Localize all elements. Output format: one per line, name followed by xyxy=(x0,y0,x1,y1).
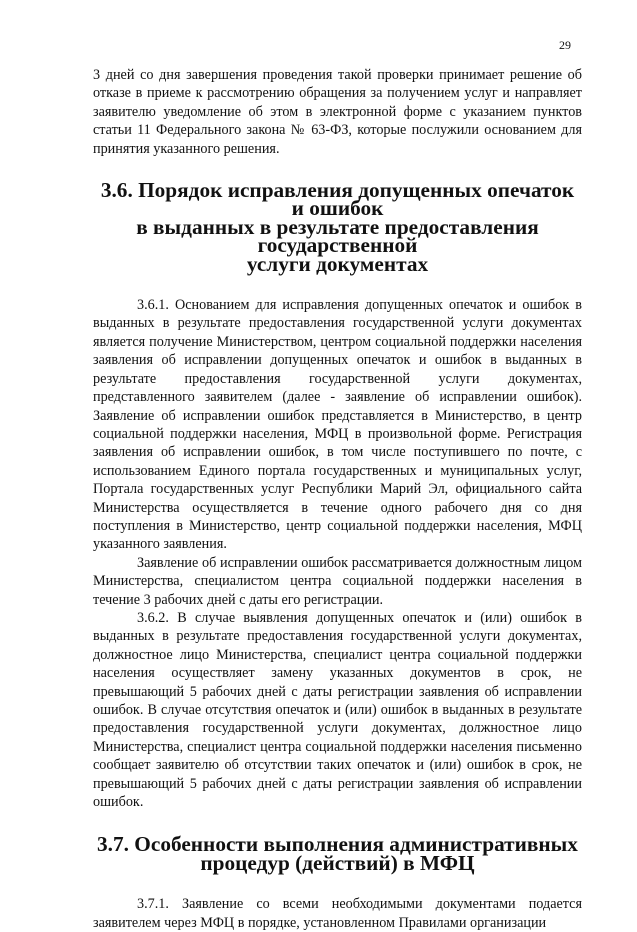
heading-line: 3.7. Особенности выполнения административных xyxy=(97,832,578,857)
section-3-6-heading xyxy=(93,178,582,276)
section-3-7-heading xyxy=(93,832,582,875)
heading-line: в выданных в результате предоставления государственной xyxy=(136,214,539,258)
heading-line: процедур (действий) в МФЦ xyxy=(200,850,475,875)
heading-line: 3.6. Порядок исправления допущенных опечаток и ошибок xyxy=(100,178,575,221)
paragraph-3-7-1: 3.7.1. Заявление со всеми необходимыми документами подается заявителем через МФЦ в порядке, установленном Правилами организации xyxy=(93,896,582,931)
paragraph-continuation: 3 дней со дня завершения проведения такой проверки принимает решение об отказе в приеме к рассмотрению обращения за получением услуг и направляет заявителю уведомление об этом в электронной форме с указанием пунктов статьи 11 Федерального закона № 63-ФЗ, которые послужили основанием для принятия указанного решения. xyxy=(93,67,582,157)
paragraph-review-term: Заявление об исправлении ошибок рассматривается должностным лицом Министерства, специалистом центра социальной поддержки населения в течение 3 рабочих дней с даты его регистрации. xyxy=(93,554,582,608)
heading-line: услуги документах xyxy=(246,251,429,276)
page-number: 29 xyxy=(559,38,571,52)
paragraph-3-6-1: 3.6.1. Основанием для исправления допущенных опечаток и ошибок в выданных в результате предоставления государственной услуги документах является получение Министерством, центром социальной поддержки населения заявления об исправлении допущенных опечаток и ошибок в выданных в результате предоставления государственной услуги документах, представленного заявителем (далее - заявление об исправлении ошибок). Заявление об исправлении ошибок представляется в Министерство, в центр социальной поддержки населения, МФЦ в произвольной форме. Регистрация заявления об исправлении ошибок, в том числе поступившего по почте, с использованием Единого портала государственных и муниципальных услуг, Портала государственных услуг Республики Марий Эл, официального сайта Министерства осуществляется в течение одного рабочего дня со дня поступления в Министерство, центр социальной поддержки населения, МФЦ указанного заявления. xyxy=(93,297,582,553)
paragraph-3-6-2: 3.6.2. В случае выявления допущенных опечаток и (или) ошибок в выданных в результате предоставления государственной услуги документах, должностное лицо Министерства, специалист центра социальной поддержки населения осуществляет замену указанных документов в срок, не превышающий 5 рабочих дней с даты регистрации заявления об исправлении ошибок. В случае отсутствия опечаток и (или) ошибок в выданных в результате предоставления государственной услуги документах, должностное лицо Министерства, специалист центра социальной поддержки населения письменно сообщает заявителю об отсутствии таких опечаток и (или) ошибок в срок, не превышающий 5 рабочих дней с даты регистрации заявления об исправлении ошибок. xyxy=(93,609,582,811)
document-body xyxy=(93,66,582,932)
